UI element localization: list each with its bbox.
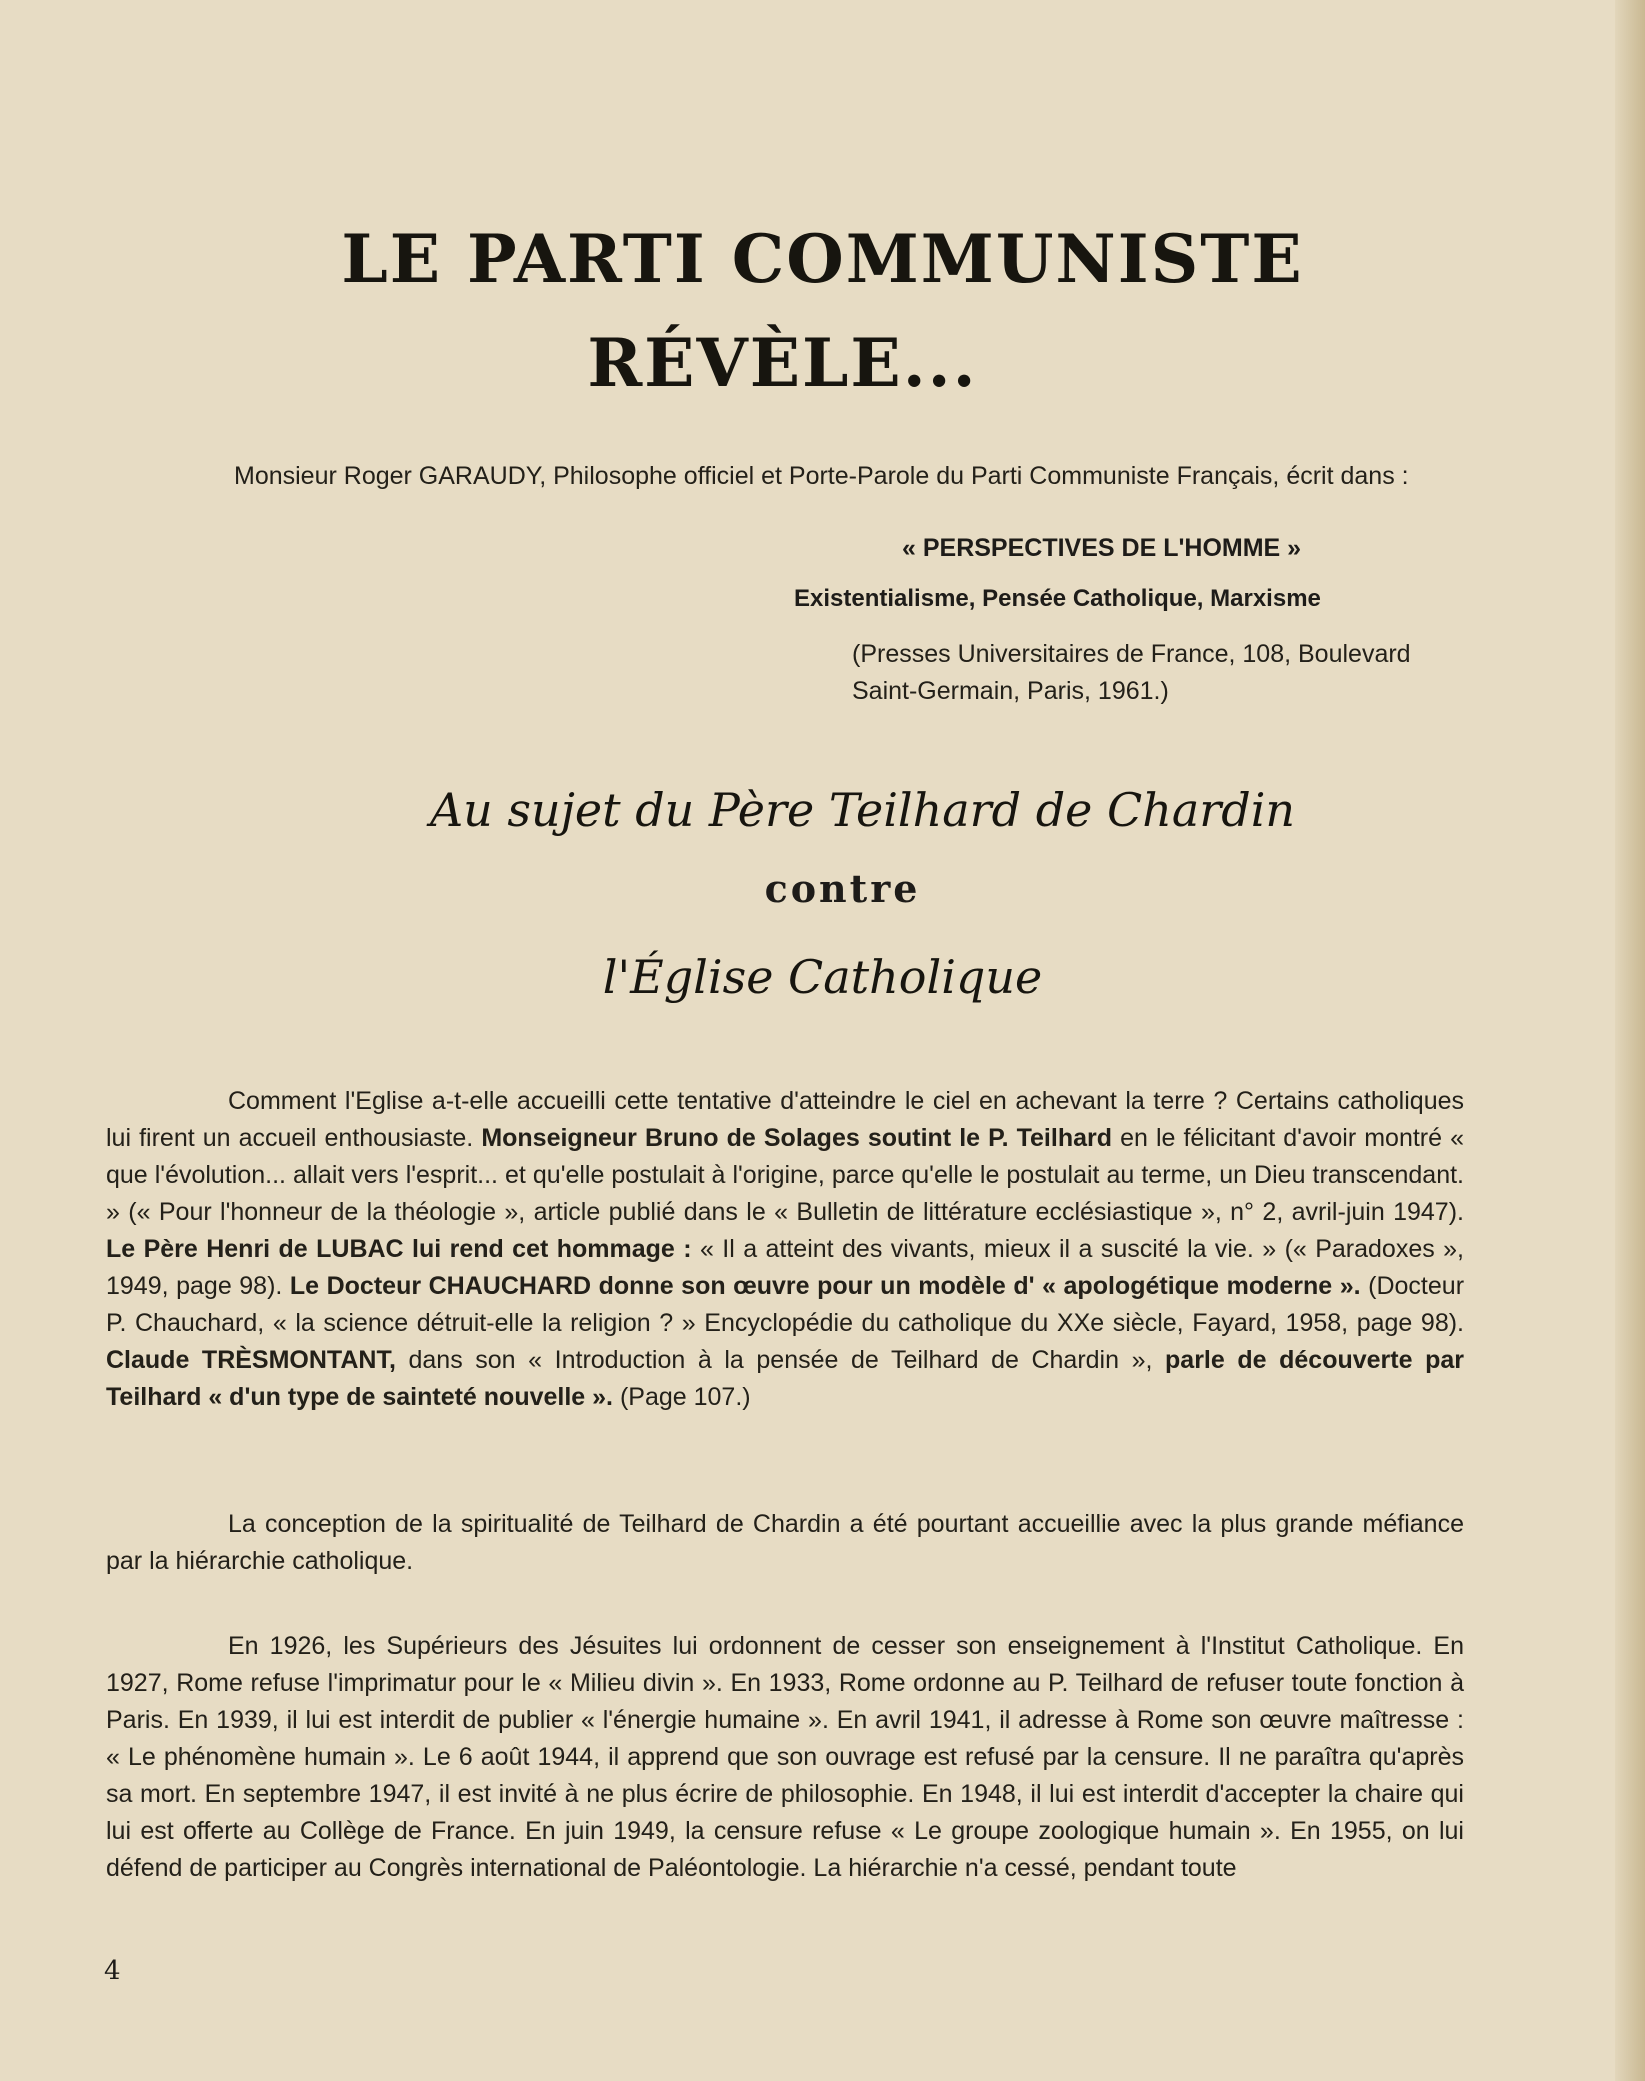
section-heading-line2: contre bbox=[764, 866, 921, 911]
bold-run: Le Père Henri de LUBAC lui rend cet hommage : bbox=[106, 1235, 692, 1263]
text-run: dans son « Introduction à la pensée de Teilhard de Chardin », bbox=[395, 1346, 1166, 1374]
body-paragraph-3: En 1926, les Supérieurs des Jésuites lui ordonnent de cesser son enseignement à l'Institut Catholique. En 1927, Rome refuse l'imprimatur pour le « Milieu divin ». En 1933, Rome ordonne au P. Teilhard de refuser toute fonction à Paris. En 1939, il lui est interdit de publier « l'énergie humaine ». En avril 1941, il adresse à Rome son œuvre maîtresse : « Le phénomène humain ». Le 6 août 1944, il apprend que son ouvrage est refusé par la censure. Il ne paraîtra qu'après sa mort. En septembre 1947, il est invité à ne plus écrire de philosophie. En 1948, il lui est interdit d'accepter la chaire qui lui est offerte au Collège de France. En juin 1949, la censure refuse « Le groupe zoologique humain ». En 1955, on lui défend de participer au Congrès international de Paléontologie. La hiérarchie n'a cessé, pendant toute bbox=[106, 1632, 1464, 1882]
bold-run: parle de découverte par Teilhard « d'un type de sainteté nouvelle ». bbox=[106, 1346, 1464, 1411]
bold-run: Le Docteur CHAUCHARD donne son œuvre pour un modèle d' « apologétique moderne ». bbox=[289, 1272, 1361, 1300]
section-heading-line3: l'Église Catholique bbox=[602, 950, 1043, 1004]
bold-run: Monseigneur Bruno de Solages soutint le P. Teilhard bbox=[481, 1124, 1112, 1152]
page-title-line1: LE PARTI COMMUNISTE bbox=[341, 220, 1304, 298]
text-run: (Docteur P. Chauchard, « la science détruit-elle la religion ? » Encyclopédie du catholique du XXe siècle, Fayard, 1958, page 98). bbox=[106, 1272, 1465, 1337]
bold-run: Claude TRÈSMONTANT, bbox=[106, 1346, 396, 1374]
page-title-line2: RÉVÈLE... bbox=[587, 324, 978, 402]
section-heading-line1: Au sujet du Père Teilhard de Chardin bbox=[429, 783, 1296, 837]
reference-title: « PERSPECTIVES DE L'HOMME » bbox=[902, 534, 1302, 562]
page-edge bbox=[1615, 0, 1645, 2081]
text-run: en le félicitant d'avoir montré « que l'évolution... allait vers l'esprit... et qu'elle postulait à l'origine, parce qu'elle le postulait au terme, un Dieu transcendant. » (« Pour l'honneur de la théologie », article publié dans le « Bulletin de littérature ecclésiastique », n° 2, avril-juin 1947). bbox=[106, 1124, 1464, 1226]
page-number: 4 bbox=[104, 1956, 121, 1986]
text-run: (Page 107.) bbox=[613, 1383, 751, 1411]
text-run: Comment l'Eglise a-t-elle accueilli cette tentative d'atteindre le ciel en achevant la terre ? Certains catholiques lui firent un accueil enthousiaste. bbox=[106, 1087, 1464, 1152]
body-paragraph-2: La conception de la spiritualité de Teilhard de Chardin a été pourtant accueillie avec la plus grande méfiance par la hiérarchie catholique. bbox=[106, 1510, 1464, 1575]
text-run: « Il a atteint des vivants, mieux il a suscité la vie. » (« Paradoxes », 1949, page 98). bbox=[106, 1235, 1464, 1300]
body-paragraph-1 bbox=[106, 1083, 1464, 1416]
intro-paragraph: Monsieur Roger GARAUDY, Philosophe officiel et Porte-Parole du Parti Communiste Français, écrit dans : bbox=[234, 462, 1409, 490]
reference-publisher: (Presses Universitaires de France, 108, Boulevard Saint-Germain, Paris, 1961.) bbox=[852, 640, 1411, 705]
reference-subtitle: Existentialisme, Pensée Catholique, Marxisme bbox=[794, 585, 1321, 612]
